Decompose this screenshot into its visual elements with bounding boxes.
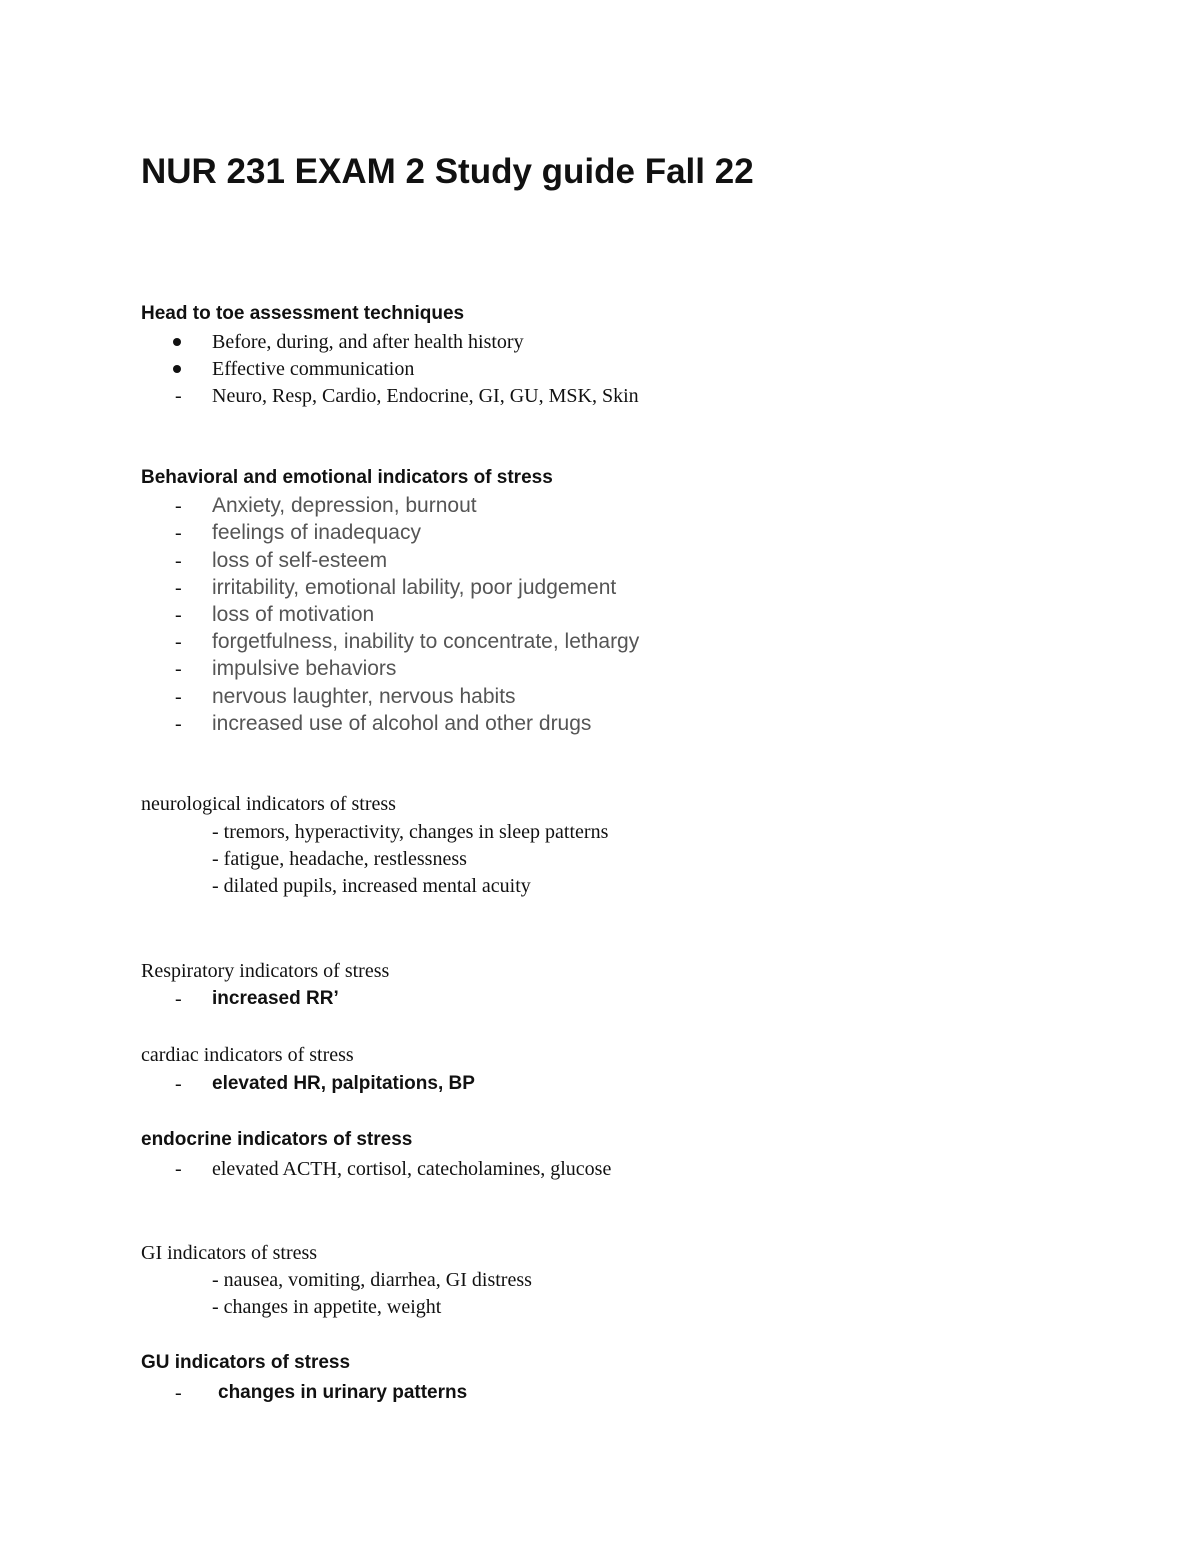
list-item: - increased use of alcohol and other drugs [141, 710, 841, 738]
dash-marker: - [175, 604, 182, 626]
list-item: - elevated ACTH, cortisol, catecholamines, glucose [141, 1155, 841, 1183]
dash-marker: - [175, 631, 182, 653]
dash-marker: - [175, 577, 182, 599]
section-heading-head-to-toe: Head to toe assessment techniques [141, 303, 465, 324]
dash-marker: - [175, 713, 182, 735]
list-item: - Anxiety, depression, burnout [141, 492, 841, 520]
list-item: - forgetfulness, inability to concentrate, lethargy [141, 628, 841, 656]
dash-marker: - [175, 1158, 182, 1180]
list-item: - fatigue, headache, restlessness [212, 848, 467, 870]
list-item: Before, during, and after health history [141, 328, 841, 356]
list-item: - Neuro, Resp, Cardio, Endocrine, GI, GU, MSK, Skin [141, 382, 841, 410]
dash-marker: - [175, 686, 182, 708]
list-item: - nervous laughter, nervous habits [141, 683, 841, 711]
list-item: - loss of motivation [141, 601, 841, 629]
page-title: NUR 231 EXAM 2 Study guide Fall 22 [141, 152, 754, 191]
section-heading-gu: GU indicators of stress [141, 1352, 351, 1373]
list-item: - increased RR’ [141, 985, 841, 1013]
list-item: - elevated HR, palpitations, BP [141, 1070, 841, 1098]
dash-marker: - [175, 495, 182, 517]
list-item: - dilated pupils, increased mental acuity [212, 875, 531, 897]
section-heading-cardiac: cardiac indicators of stress [141, 1044, 354, 1066]
section-heading-gi: GI indicators of stress [141, 1242, 318, 1264]
list-item: - irritability, emotional lability, poor judgement [141, 574, 841, 602]
dash-marker: - [175, 522, 182, 544]
dash-marker: - [175, 1073, 182, 1095]
section-heading-endocrine: endocrine indicators of stress [141, 1129, 413, 1150]
dash-marker: - [175, 385, 182, 407]
dash-marker: - [175, 658, 182, 680]
list-item: - changes in appetite, weight [212, 1296, 442, 1318]
section-heading-neurological: neurological indicators of stress [141, 793, 396, 815]
dash-marker: - [175, 1382, 182, 1404]
list-item: - nausea, vomiting, diarrhea, GI distress [212, 1269, 532, 1291]
list-item: - feelings of inadequacy [141, 519, 841, 547]
list-item: - tremors, hyperactivity, changes in sleep patterns [212, 821, 609, 843]
list-item: Effective communication [141, 355, 841, 383]
list-item: - loss of self-esteem [141, 547, 841, 575]
bullet-icon [173, 365, 181, 373]
dash-marker: - [175, 550, 182, 572]
list-item: - impulsive behaviors [141, 655, 841, 683]
dash-marker: - [175, 988, 182, 1010]
list-item: - changes in urinary patterns [141, 1379, 841, 1407]
section-heading-respiratory: Respiratory indicators of stress [141, 960, 390, 982]
bullet-icon [173, 338, 181, 346]
section-heading-behavioral: Behavioral and emotional indicators of stress [141, 467, 553, 488]
